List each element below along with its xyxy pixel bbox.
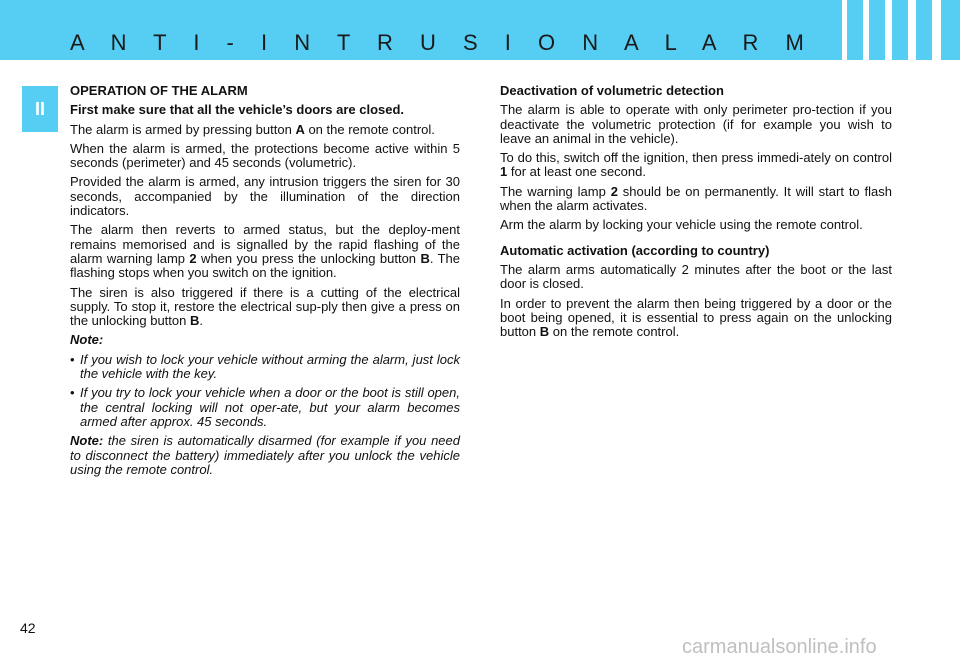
subheading: First make sure that all the vehicle’s doors are closed. <box>70 102 405 118</box>
paragraph: To do this, switch off the ignition, then press immedi-ately on control 1 for at least one second. <box>500 150 892 180</box>
lamp-ref: 2 <box>189 250 197 266</box>
paragraph: The alarm then reverts to armed status, but the deploy-ment remains memorised and is signalled by the rapid flashing of the alarm warning lamp 2 when you press the unlocking button B. The flashing stops when you switch on the ignition. <box>70 222 461 281</box>
paragraph: The warning lamp 2 should be on permanently. It will start to flash when the alarm activates. <box>500 183 892 214</box>
section-tab: II <box>22 86 58 132</box>
header-stripe <box>908 0 916 60</box>
note-label: Note: <box>70 332 104 348</box>
page-number: 42 <box>20 620 36 636</box>
paragraph: The siren is also triggered if there is a cutting of the electrical supply. To stop it, restore the electrical sup-ply then give a press on the unlocking button B. <box>70 284 460 329</box>
button-ref: B <box>539 324 550 340</box>
section-heading: Automatic activation (according to country) <box>500 242 770 258</box>
lamp-ref: 2 <box>610 183 618 199</box>
paragraph: Provided the alarm is armed, any intrusion triggers the siren for 30 seconds, accompanied by the illumination of the direction indicators. <box>70 174 460 219</box>
note-item: • If you wish to lock your vehicle without arming the alarm, just lock the vehicle with the key. <box>70 351 460 382</box>
control-ref: 1 <box>500 164 508 180</box>
paragraph: The alarm is armed by pressing button A on the remote control. <box>70 121 435 137</box>
page-title: A N T I - I N T R U S I O N A L A R M <box>70 30 815 55</box>
header-stripe <box>885 0 892 60</box>
right-column <box>500 84 892 344</box>
note-label: Note: <box>70 433 104 449</box>
note-paragraph: Note: the siren is automatically disarmed (for example if you need to disconnect the battery) immediately after you unlock the vehicle using the remote control. <box>70 433 460 477</box>
section-heading: OPERATION OF THE ALARM <box>70 83 248 98</box>
note-item: • If you try to lock your vehicle when a door or the boot is still open, the central locking will not oper-ate, but your alarm becomes armed after approx. 45 seconds. <box>70 385 460 429</box>
button-ref: B <box>420 250 430 266</box>
paragraph: The alarm is able to operate with only perimeter pro-tection if you deactivate the volumetric protection (if for example you wish to leave an animal in the vehicle). <box>500 102 892 146</box>
watermark: carmanualsonline.info <box>682 636 877 658</box>
paragraph: Arm the alarm by locking your vehicle using the remote control. <box>500 217 863 233</box>
paragraph: In order to prevent the alarm then being triggered by a door or the boot being opened, it is essential to press again on the unlocking button B on the remote control. <box>500 295 892 340</box>
header-stripe <box>863 0 869 60</box>
paragraph: The alarm arms automatically 2 minutes after the boot or the last door is closed. <box>500 261 892 292</box>
paragraph: When the alarm is armed, the protections become active within 5 seconds (perimeter) and 45 seconds (volumetric). <box>70 140 460 171</box>
header-stripe <box>842 0 847 60</box>
left-column <box>70 84 460 482</box>
header-bar <box>0 0 960 60</box>
button-ref: B <box>189 313 200 329</box>
button-ref: A <box>295 121 305 137</box>
section-heading: Deactivation of volumetric detection <box>500 83 724 98</box>
header-stripe <box>932 0 941 60</box>
